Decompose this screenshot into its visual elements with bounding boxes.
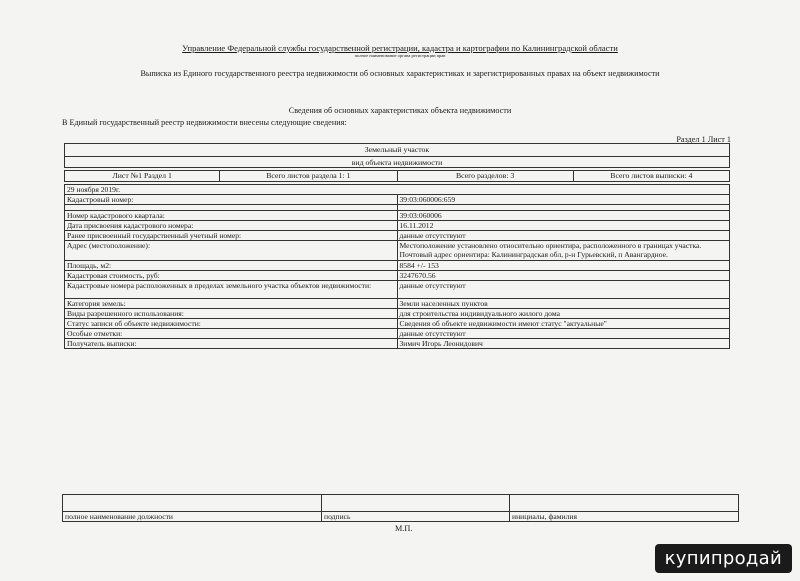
row-label: Кадастровые номера расположенных в пределах земельного участка объектов недвижимости:: [65, 281, 398, 299]
table-row: [65, 281, 730, 299]
row-label: Номер кадастрового квартала:: [65, 211, 398, 221]
agency-name: Управление Федеральной службы государственной регистрации, кадастра и картографии по Калининградской области: [182, 43, 618, 53]
sheet-number: Лист №1 Раздел 1: [65, 171, 220, 181]
table-row: [65, 309, 730, 319]
table-row: [65, 211, 730, 221]
row-label: Категория земель:: [65, 299, 398, 309]
row-label: Статус записи об объекте недвижимости:: [65, 319, 398, 329]
section-sheet-count: Всего листов раздела 1: 1: [220, 171, 397, 181]
table-row: [65, 271, 730, 281]
row-value: 39:03:060006: [397, 211, 730, 221]
table-row: [65, 299, 730, 309]
row-label: Получатель выписки:: [65, 339, 398, 349]
row-value: Сведения об объекте недвижимости имеют статус "актуальные": [397, 319, 730, 329]
table-row: [65, 319, 730, 329]
signature-label-row: [63, 512, 739, 522]
row-label: Кадастровый номер:: [65, 195, 398, 205]
table-row: [65, 195, 730, 205]
row-label: Ранее присвоенный государственный учетный номер:: [65, 231, 398, 241]
initials-label: инициалы, фамилия: [510, 512, 739, 522]
row-value: Местоположение установлено относительно ориентира, расположенного в границах участка. Почтовый адрес ориентира: Калининградская обл, р-н Гурьевский, п Авангардное.: [397, 241, 730, 261]
table-row: [65, 231, 730, 241]
row-value: данные отсутствуют: [397, 281, 730, 299]
extract-sheet-count: Всего листов выписки: 4: [610, 171, 693, 180]
signature-blank: [322, 495, 510, 512]
table-row: [65, 221, 730, 231]
row-label: Виды разрешенного использования:: [65, 309, 398, 319]
row-label: Дата присвоения кадастрового номера:: [65, 221, 398, 231]
table-row: [65, 241, 730, 261]
initials-blank: [510, 495, 739, 512]
section-sheet-label: Раздел 1 Лист 1: [676, 135, 731, 144]
table-row: [65, 261, 730, 271]
row-value: данные отсутствуют: [397, 231, 730, 241]
extract-title: Выписка из Единого государственного реестра недвижимости об основных характеристиках и зарегистрированных правах на объект недвижимости: [140, 69, 660, 78]
characteristics-table: [64, 184, 730, 349]
row-label: Адрес (местоположение):: [65, 241, 398, 261]
object-type-caption: вид объекта недвижимости: [65, 156, 729, 169]
row-value: 39:03:060006:659: [397, 195, 730, 205]
row-value: для строительства индивидуального жилого дома: [397, 309, 730, 319]
row-label: Площадь, м2:: [65, 261, 398, 271]
row-value: 16.11.2012: [397, 221, 730, 231]
row-value: Зимич Игорь Леонидович: [397, 339, 730, 349]
date-row: [65, 185, 730, 195]
position-label: полное наименование должности: [63, 512, 322, 522]
row-value: Земли населенных пунктов: [397, 299, 730, 309]
row-value: 8584 +/- 153: [397, 261, 730, 271]
row-value: 3247670.56: [397, 271, 730, 281]
row-value: данные отсутствуют: [397, 329, 730, 339]
position-blank: [63, 495, 322, 512]
section-title: Сведения об основных характеристиках объекта недвижимости: [288, 106, 512, 115]
extract-date: 29 ноября 2019г.: [65, 185, 730, 195]
row-label: Особые отметки:: [65, 329, 398, 339]
signature-table: [62, 494, 739, 522]
table-row: [65, 329, 730, 339]
watermark-logo: купипродай: [655, 544, 792, 573]
signature-blank-row: [63, 495, 739, 512]
table-row: [65, 339, 730, 349]
section-count: Всего разделов: 3: [398, 171, 574, 181]
sheet-info-row: [64, 170, 730, 182]
object-type: Земельный участок: [364, 145, 430, 154]
intro-text: В Единый государственный реестр недвижимости внесены следующие сведения:: [62, 118, 347, 127]
object-type-box: [64, 143, 730, 168]
signature-label: подпись: [322, 512, 510, 522]
agency-name-caption: полное наименование органа регистрации прав: [354, 53, 446, 58]
row-label: Кадастровая стоимость, руб:: [65, 271, 398, 281]
stamp-place: М.П.: [395, 524, 413, 533]
